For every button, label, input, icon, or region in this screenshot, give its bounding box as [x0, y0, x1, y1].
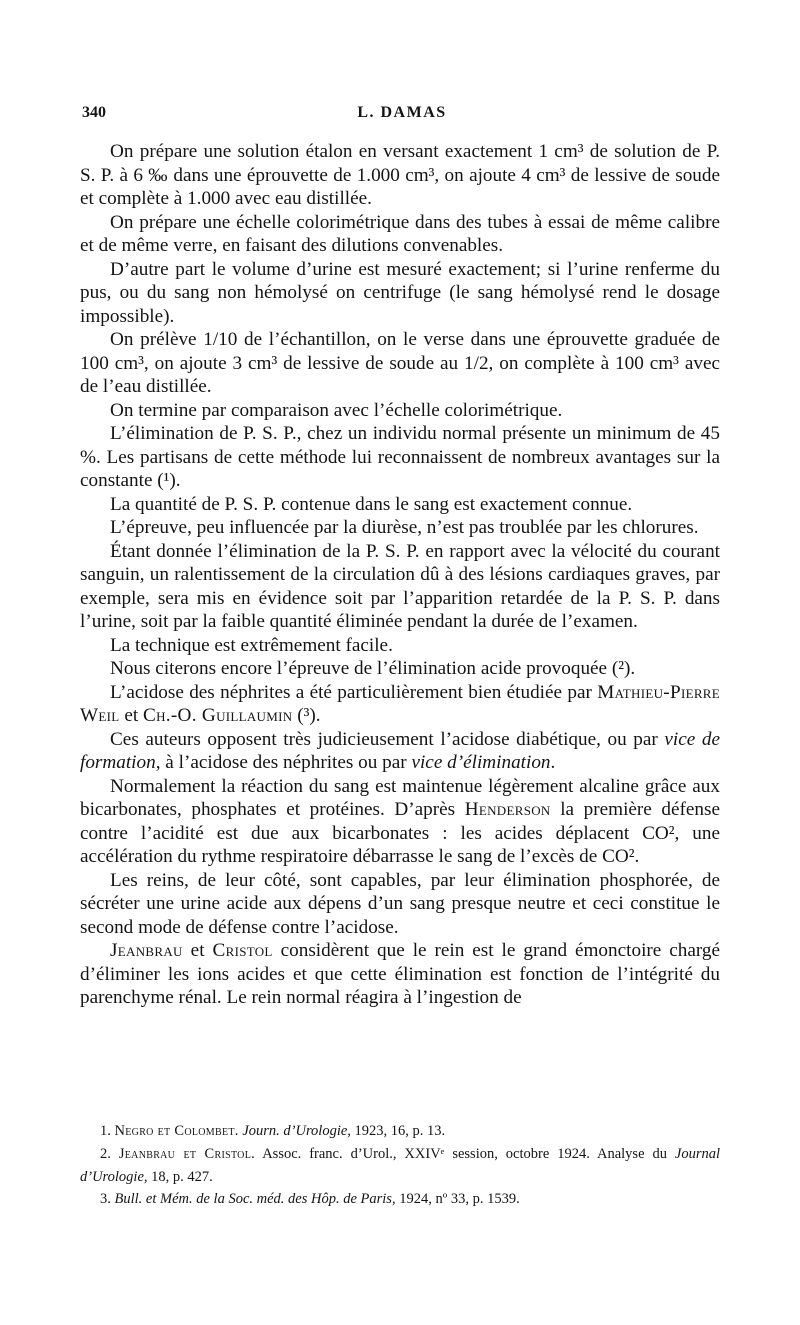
author-name: Henderson [464, 799, 551, 820]
paragraph-4: On prélève 1/10 de l’échantillon, on le verse dans une éprouvette graduée de 100 cm³, on ajoute 3 cm³ de lessive de soude au 1/2, on complète à 100 cm³ avec de l’eau distillée. [80, 329, 720, 397]
paragraph-16: Jeanbrau et Cristol considèrent que le rein est le grand émonctoire chargé d’éliminer les ions acides et que cette élimination est fonction de l’intégrité du parenchyme rénal. Le rein normal réagira à l’ingestion de [80, 940, 721, 1008]
paragraph-5: On termine par comparaison avec l’échelle colorimétrique. [110, 399, 563, 421]
author-name: Mathieu-Pierre Weil [80, 681, 721, 726]
page-header [82, 104, 722, 128]
footnote-1: 1. Negro et Colombet. Journ. d’Urologie, 1923, 16, p. 13. [100, 1123, 446, 1139]
footnote-3: 3. Bull. et Mém. de la Soc. méd. des Hôp. de Paris, 1924, nº 33, p. 1539. [100, 1191, 520, 1208]
paragraph-7: La quantité de P. S. P. contenue dans le sang est exactement connue. [110, 493, 633, 515]
running-head-author: L. DAMAS [357, 104, 447, 121]
body-text [80, 140, 720, 1010]
paragraph-14: Normalement la réaction du sang est maintenue légèrement alcaline grâce aux bicarbonates, phosphates et protéines. D’après Henderson la première défense contre l’acidité est due aux bicarbonates : les acides déplacent CO², une accélération du rythme respiratoire débarrasse le sang de l’excès de CO². [80, 775, 721, 867]
paragraph-2: On prépare une échelle colorimétrique dans des tubes à essai de même calibre et de même verre, en faisant des dilutions convenables. [80, 211, 720, 256]
paragraph-8: L’épreuve, peu influencée par la diurèse, n’est pas troublée par les chlorures. [110, 517, 699, 538]
author-name: Cristol [212, 940, 273, 961]
footnotes [80, 1120, 720, 1211]
author-name: Jeanbrau [110, 940, 183, 961]
author-name: Ch.-O. Guillaumin [142, 705, 293, 726]
paragraph-3: D’autre part le volume d’urine est mesuré exactement; si l’urine renferme du pus, ou du sang non hémolysé on centrifuge (le sang hémolysé rend le dosage impossible). [80, 258, 720, 327]
paragraph-1: On prépare une solution étalon en versant exactement 1 cm³ de solution de P. S. P. à 6 ‰ dans une éprouvette de 1.000 cm³, on ajoute 4 cm³ de lessive de soude et complète à 1.000 avec eau distillée. [80, 141, 720, 209]
paragraph-6: L’élimination de P. S. P., chez un individu normal présente un minimum de 45 %. Les partisans de cette méthode lui reconnaissent de nombreux avantages sur la constante (¹). [80, 423, 720, 491]
paragraph-9: Étant donnée l’élimination de la P. S. P. en rapport avec la vélocité du courant sanguin, un ralentissement de la circulation dû à des lésions cardiaques graves, par exemple, sera mis en évidence soit par l’apparition retardée de la P. S. P. dans l’urine, soit par la faible quantité éliminée pendant la durée de l’examen. [80, 540, 720, 632]
italic-term: vice d’élimination [411, 752, 551, 773]
italic-term: vice de formation [80, 728, 720, 773]
paragraph-10: La technique est extrêmement facile. [110, 634, 393, 656]
page-number: 340 [82, 104, 106, 121]
paragraph-11: Nous citerons encore l’épreuve de l’élimination acide provoquée (²). [110, 658, 636, 679]
paragraph-13: Ces auteurs opposent très judicieusement l’acidose diabétique, ou par vice de formation, à l’acidose des néphrites ou par vice d’élimination. [80, 728, 720, 773]
paragraph-15: Les reins, de leur côté, sont capables, par leur élimination phosphorée, de sécréter une urine acide aux dépens d’un sang presque neutre et ceci constitue le second mode de défense contre l’acidose. [80, 869, 720, 938]
footnote-2: 2. Jeanbrau et Cristol. Assoc. franc. d’Urol., XXIVᵉ session, octobre 1924. Analyse du Journal d’Urologie, 18, p. 427. [80, 1145, 721, 1185]
paragraph-12: L’acidose des néphrites a été particulièrement bien étudiée par Mathieu-Pierre Weil et Ch.-O. Guillaumin (³). [80, 681, 721, 726]
